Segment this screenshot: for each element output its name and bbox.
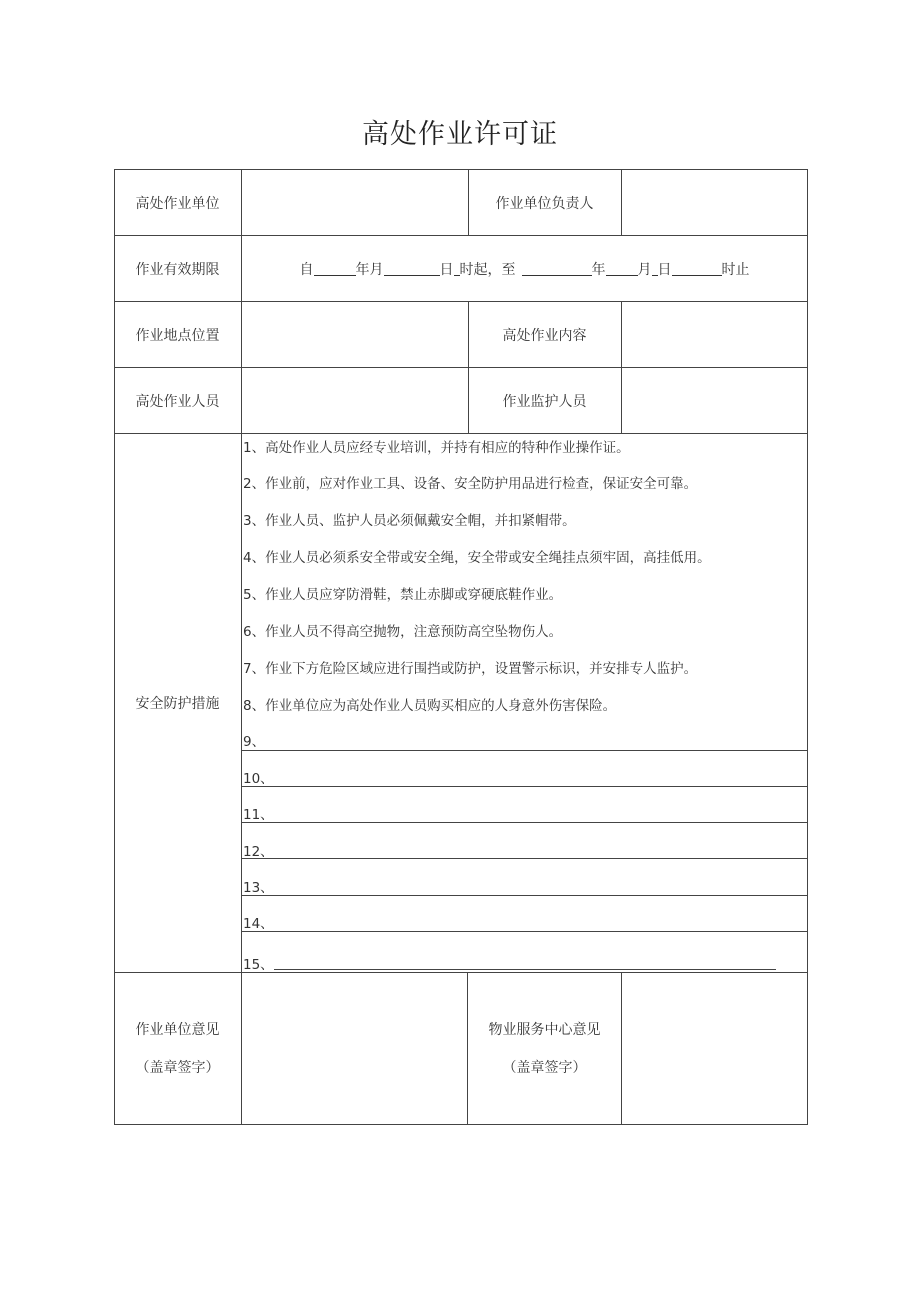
measure-item: 6、作业人员不得高空抛物，注意预防高空坠物伤人。 xyxy=(243,624,563,640)
measure-item: 7、作业下方危险区域应进行围挡或防护，设置警示标识，并安排专人监护。 xyxy=(243,661,698,677)
location-label: 作业地点位置 xyxy=(135,327,220,344)
period-day1: 日 xyxy=(439,261,454,278)
safety-label: 安全防护措施 xyxy=(135,696,220,712)
measure-item: 4、作业人员必须系安全带或安全绳，安全带或安全绳挂点须牢固，高挂低用。 xyxy=(243,550,711,566)
location-field[interactable] xyxy=(242,302,468,367)
measure-item[interactable]: 12、 xyxy=(243,844,274,860)
measure-item: 1、高处作业人员应经专业培训，并持有相应的特种作业操作证。 xyxy=(243,440,630,456)
workers-label: 高处作业人员 xyxy=(135,393,220,410)
measure-item[interactable]: 10、 xyxy=(243,771,274,787)
period-day2: 日 xyxy=(657,261,672,278)
period-month2: 月 xyxy=(637,261,652,278)
period-from: 自 xyxy=(299,261,314,278)
unit-label: 高处作业单位 xyxy=(135,195,220,212)
property-opinion-title: 物业服务中心意见 xyxy=(488,1021,601,1038)
measure-item[interactable]: 9、 xyxy=(243,734,266,750)
period-year1: 年月 xyxy=(355,261,384,278)
year2-blank[interactable] xyxy=(522,261,592,276)
workers-field[interactable] xyxy=(242,368,468,433)
period-field[interactable] xyxy=(242,236,807,301)
measure-item: 8、作业单位应为高处作业人员购买相应的人身意外伤害保险。 xyxy=(243,698,617,714)
hour2-blank[interactable] xyxy=(672,261,722,276)
period-hour1: 时起，至 xyxy=(459,261,516,278)
measure-item[interactable]: 11、 xyxy=(243,807,274,823)
page-title: 高处作业许可证 xyxy=(362,119,558,150)
unit-opinion-field[interactable] xyxy=(242,973,467,1124)
property-opinion-sub: （盖章签字） xyxy=(502,1059,587,1076)
measure-item: 3、作业人员、监护人员必须佩戴安全帽，并扣紧帽带。 xyxy=(243,513,576,529)
month2-blank[interactable] xyxy=(606,261,638,276)
unit-head-label: 作业单位负责人 xyxy=(495,195,594,212)
period-label: 作业有效期限 xyxy=(135,261,220,278)
unit-head-field[interactable] xyxy=(622,170,807,235)
supervisors-label: 作业监护人员 xyxy=(502,393,587,410)
measure-item[interactable]: 14、 xyxy=(243,916,274,932)
content-field[interactable] xyxy=(622,302,807,367)
unit-field[interactable] xyxy=(242,170,468,235)
unit-opinion-label xyxy=(114,973,241,1124)
content-label: 高处作业内容 xyxy=(502,327,587,344)
measure-item: 5、作业人员应穿防滑鞋，禁止赤脚或穿硬底鞋作业。 xyxy=(243,587,563,603)
measure-item[interactable]: 13、 xyxy=(243,880,274,896)
supervisors-field[interactable] xyxy=(622,368,807,433)
property-opinion-field[interactable] xyxy=(622,973,807,1124)
year1-blank[interactable] xyxy=(314,261,356,276)
day1-blank[interactable] xyxy=(384,261,440,276)
measure-item: 2、作业前，应对作业工具、设备、安全防护用品进行检查，保证安全可靠。 xyxy=(243,476,698,492)
period-year2: 年 xyxy=(591,261,606,278)
unit-opinion-title: 作业单位意见 xyxy=(135,1021,220,1038)
measure-item[interactable]: 15、 xyxy=(243,957,274,973)
period-hour2: 时止 xyxy=(721,261,750,278)
unit-opinion-sub: （盖章签字） xyxy=(135,1059,220,1076)
property-opinion-label xyxy=(468,973,621,1124)
